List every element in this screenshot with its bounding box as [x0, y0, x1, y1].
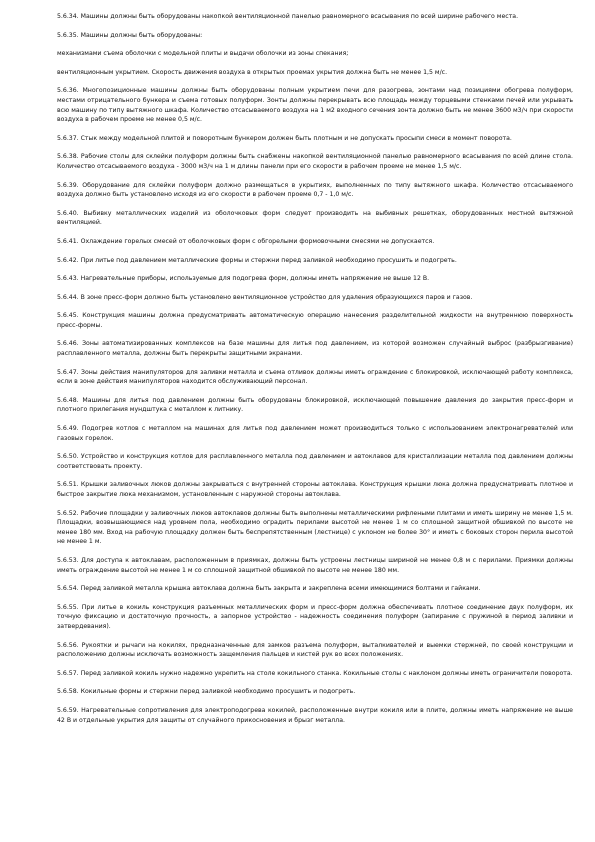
paragraph-5-6-37: 5.6.37. Стык между модельной плитой и поворотным бункером должен быть плотным и не допускать просыпи смеси в момент поворота. [57, 134, 512, 142]
paragraph-5-6-50: 5.6.50. Устройство и конструкция котлов для расплавленного металла под давлением и автоклавов для кристаллизации металла под давлением должны соответствовать проекту. [57, 453, 573, 470]
paragraph-5-6-38: 5.6.38. Рабочие столы для склейки полуформ должны быть снабжены накопкой вентиляционной панелью равномерного всасывания по всей длине стола. Количество отсасываемого воздуха - 3000 м3/ч на 1 м длины панели при его скорости в рабочем проеме не менее 1,5 м/с. [57, 153, 573, 170]
paragraph-5-6-59: 5.6.59. Нагревательные сопротивления для электроподогрева кокилей, расположенные внутри кокиля или в плите, должны иметь напряжение не выше 42 В и отдельные укрытия для защиты от случайного прикосновения и брызг металла. [57, 706, 573, 724]
paragraph-5-6-51: 5.6.51. Крышки заливочных люков должны закрываться с внутренней стороны автоклава. Конструкция крышки люка должна предусматривать плотное и быстрое закрытие люка механизмом, установленным с наружной стороны автоклава. [57, 481, 573, 498]
paragraph-5-6-52: 5.6.52. Рабочие площадки у заливочных люков автоклавов должны быть выполнены металлическими рифлеными плитами и иметь ширину не менее 1,5 м. Площадки, возвышающиеся над уровнем пола, необходимо оградить перилами высотой не менее 1 м со сплошной защитной обшивкой по высоте не менее 180 мм. Вход на рабочую площадку должен быть беспрепятственным (лестнице) с уклоном не более 30° и иметь с боковых сторон перила высотой не менее 1 м. [57, 509, 573, 546]
paragraph-5-6-48: 5.6.48. Машины для литья под давлением должны быть оборудованы блокировкой, исключающей повышение давления до закрытия пресс-форм и плотного прилегания мундштука с металлом к литнику. [57, 396, 573, 414]
paragraph-5-6-39: 5.6.39. Оборудование для склейки полуформ должно размещаться в укрытиях, выполненных по типу вытяжного шкафа. Количество отсасываемого воздуха должно быть установлено исходя из его скорости в рабочем проеме 0,7 - 1,0 м/с. [57, 181, 573, 199]
paragraph-5-6-53: 5.6.53. Для доступа к автоклавам, расположенным в приямках, должны быть устроены лестницы шириной не менее 0,8 м с перилами. Приямки должны иметь ограждение высотой не менее 1 м со сплошной защитной обшивкой по высоте не менее 180 мм. [57, 556, 573, 574]
paragraph-5-6-43: 5.6.43. Нагревательные приборы, используемые для подогрева форм, должны иметь напряжение не выше 12 В. [57, 275, 430, 283]
paragraph-5-6-40: 5.6.40. Выбивку металлических изделий из оболочковых форм следует производить на выбивных решетках, оборудованных местной вытяжной вентиляцией. [57, 209, 573, 227]
paragraph-5-6-41: 5.6.41. Охлаждение горелых смесей от оболочковых форм с обгорелыми формовочными смесями не допускается. [57, 237, 435, 245]
paragraph-5-6-55: 5.6.55. При литье в кокиль конструкция разъемных металлических форм и пресс-форм должна обеспечивать плотное соединение двух полуформ, их точную фиксацию и достаточную прочность, а запорное устройство - надежность соединения полуформ (запирание с пружиной в период заливки и затвердевания). [57, 603, 573, 630]
paragraph-5-6-56: 5.6.56. Рукоятки и рычаги на кокилях, предназначенные для замков разъема полуформ, выталкивателей и выемки стержней, по своей конструкции и расположению должны исключать возможность защемления пальцев и кистей рук во всех положениях. [57, 641, 573, 659]
paragraph-list-item: вентиляционным укрытием. Скорость движения воздуха в открытых проемах укрытия должна быть не менее 1,5 м/с. [57, 68, 448, 76]
paragraph-5-6-36: 5.6.36. Многопозиционные машины должны быть оборудованы полным укрытием печи для разогрева, зонтами над позициями обогрева полуформ, местами отрицательного бункера и съема готовых полуформ. Зонты должны перекрывать всю площадь между торцевыми стенками печей или укрывать всю машину по типу вытяжного шкафа. Количество отсасываемого воздуха на 1 м2 входного сечения зонта должно быть не менее 3600 м3/ч при скорости воздуха в рабочем проеме не менее 0,5 м/с. [57, 87, 573, 124]
paragraph-5-6-49: 5.6.49. Подогрев котлов с металлом на машинах для литья под давлением может производиться только с использованием электронагревателей или газовых горелок. [57, 425, 573, 442]
paragraph-5-6-34: 5.6.34. Машины должны быть оборудованы накопкой вентиляционной панелью равномерного всасывания по всей ширине рабочего места. [57, 13, 519, 20]
paragraph-5-6-35: 5.6.35. Машины должны быть оборудованы: [57, 31, 203, 39]
paragraph-5-6-46: 5.6.46. Зоны автоматизированных комплексов на базе машины для литья под давлением, из которой возможен случайный выброс (разбрызгивание) расплавленного металла, должны быть перекрыты защитными экранами. [57, 340, 573, 358]
paragraph-5-6-54: 5.6.54. Перед заливкой металла крышка автоклава должна быть закрыта и закреплена всеми имеющимися болтами и гайками. [57, 585, 481, 593]
paragraph-5-6-47: 5.6.47. Зоны действия манипуляторов для заливки металла и съема отливок должны иметь ограждение с блокировкой, исключающей работу комплекса, если в зоне действия манипуляторов находится обслуживающий персонал. [57, 368, 573, 386]
paragraph-list-item: механизмами съема оболочки с модельной плиты и выдачи оболочки из зоны спекания; [57, 50, 349, 58]
paragraph-5-6-58: 5.6.58. Кокильные формы и стержни перед заливкой необходимо просушить и подогреть. [57, 688, 356, 696]
paragraph-5-6-45: 5.6.45. Конструкция машины должна предусматривать автоматическую операцию нанесения разделительной жидкости на внутреннюю поверхность пресс-формы. [57, 312, 573, 329]
paragraph-5-6-42: 5.6.42. При литье под давлением металлические формы и стержни перед заливкой необходимо просушить и подогреть. [57, 256, 457, 264]
paragraph-5-6-44: 5.6.44. В зоне пресс-форм должно быть установлено вентиляционное устройство для удаления образующихся паров и газов. [57, 293, 473, 301]
paragraph-5-6-57: 5.6.57. Перед заливкой кокиль нужно надежно укрепить на столе кокильного станка. Кокильные столы с наклоном должны иметь ограничители поворота. [57, 669, 573, 677]
